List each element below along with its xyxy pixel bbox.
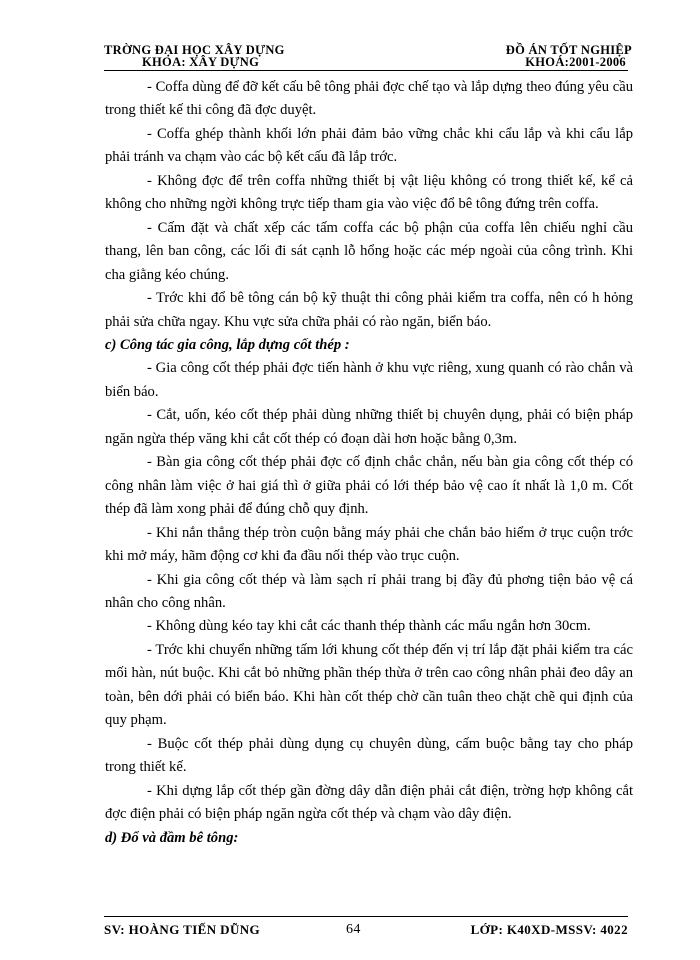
- body-paragraph: - Coffa dùng để đỡ kết cấu bê tông phải đợc chế tạo và lắp dựng theo đúng yêu cầu trong thiết kế thi công đã đợc duyệt.: [105, 79, 633, 119]
- document-body: [105, 76, 633, 850]
- page-footer: [104, 922, 628, 938]
- body-paragraph: - Buộc cốt thép phải dùng dụng cụ chuyên dùng, cấm buộc bằng tay cho pháp trong thiết kế.: [105, 735, 633, 776]
- body-paragraph: - Cắt, uốn, kéo cốt thép phải dùng những thiết bị chuyên dụng, phải có biện pháp ngăn ngừa thép văng khi cắt cốt thép có đoạn dài hơn hoặc bằng 0,3m.: [105, 407, 633, 447]
- body-paragraph: - Gia công cốt thép phải đợc tiến hành ở khu vực riêng, xung quanh có rào chắn và biển báo.: [105, 360, 633, 400]
- body-paragraph: - Cấm đặt và chất xếp các tấm coffa các bộ phận của coffa lên chiếu nghỉ cầu thang, lên ban công, các lối đi sát cạnh lỗ hổng hoặc các mép ngoài của công trình. Khi cha giằng kéo chúng.: [105, 219, 633, 283]
- student-name: SV: HOÀNG TIẾN DŨNG: [104, 922, 261, 937]
- body-paragraph: - Không dùng kéo tay khi cắt các thanh thép thành các mẩu ngắn hơn 30cm.: [147, 618, 591, 635]
- body-paragraph: - Khi gia công cốt thép và làm sạch rỉ phải trang bị đầy đủ phơng tiện bảo vệ cá nhân cho công nhân.: [105, 571, 633, 611]
- body-paragraph: - Trớc khi chuyển những tấm lới khung cốt thép đến vị trí lắp đặt phải kiểm tra các mối hàn, nút buộc. Khi cắt bỏ những phần thép thừa ở trên cao công nhân phải đeo dây an toàn, bên dới phải có biển báo. Khi hàn cốt thép chờ cần tuân theo chặt chẽ qui định của quy phạm.: [105, 641, 633, 729]
- section-heading: d) Đổ và đầm bê tông:: [105, 829, 239, 846]
- header-divider: [104, 70, 628, 71]
- body-paragraph: - Trớc khi đổ bê tông cán bộ kỹ thuật thi công phải kiểm tra coffa, nên có h hỏng phải sửa chữa ngay. Khu vực sửa chữa phải có rào ngăn, biển báo.: [105, 290, 633, 330]
- body-paragraph: - Bàn gia công cốt thép phải đợc cố định chắc chắn, nếu bàn gia công cốt thép có công nhân làm việc ở hai giá thì ở giữa phải có lới thép bảo vệ cao ít nhất là 1,0 m. Cốt thép đã làm xong phải để đúng chỗ quy định.: [105, 454, 633, 518]
- footer-divider: [104, 916, 628, 917]
- document-title: ĐỒ ÁN TỐT NGHIỆP: [505, 43, 632, 57]
- page-number: 64: [346, 922, 361, 937]
- body-paragraph: - Khi dựng lắp cốt thép gần đờng dây dẫn điện phải cắt điện, trờng hợp không cắt đợc điện phải có biện pháp ngăn ngừa cốt thép và chạm vào dây điện.: [105, 782, 633, 823]
- class-info: LỚP: K40XD-MSSV: 4022: [470, 922, 628, 937]
- section-heading: c) Công tác gia công, lắp dựng cốt thép :: [105, 336, 350, 353]
- body-paragraph: - Khi nắn thẳng thép tròn cuộn bằng máy phải che chắn bảo hiểm ở trục cuộn trớc khi mở máy, hãm động cơ khi đa đầu nối thép vào trục cuộn.: [105, 524, 633, 565]
- page-header: [104, 43, 632, 71]
- course-years: KHOÁ:2001-2006: [525, 55, 626, 69]
- body-paragraph: - Coffa ghép thành khối lớn phải đảm bảo vững chắc khi cẩu lắp và khi cẩu lắp phải tránh va chạm vào các bộ kết cấu đã lắp trớc.: [105, 125, 633, 166]
- faculty-name: KHOA: XÂY DỰNG: [142, 55, 260, 69]
- university-name: TRỜNG ĐẠI HỌC XÂY DỰNG: [104, 43, 285, 57]
- body-paragraph: - Không đợc để trên coffa những thiết bị vật liệu không có trong thiết kế, kể cả không cho những ngời không trực tiếp tham gia vào việc đổ bê tông đứng trên coffa.: [105, 172, 633, 213]
